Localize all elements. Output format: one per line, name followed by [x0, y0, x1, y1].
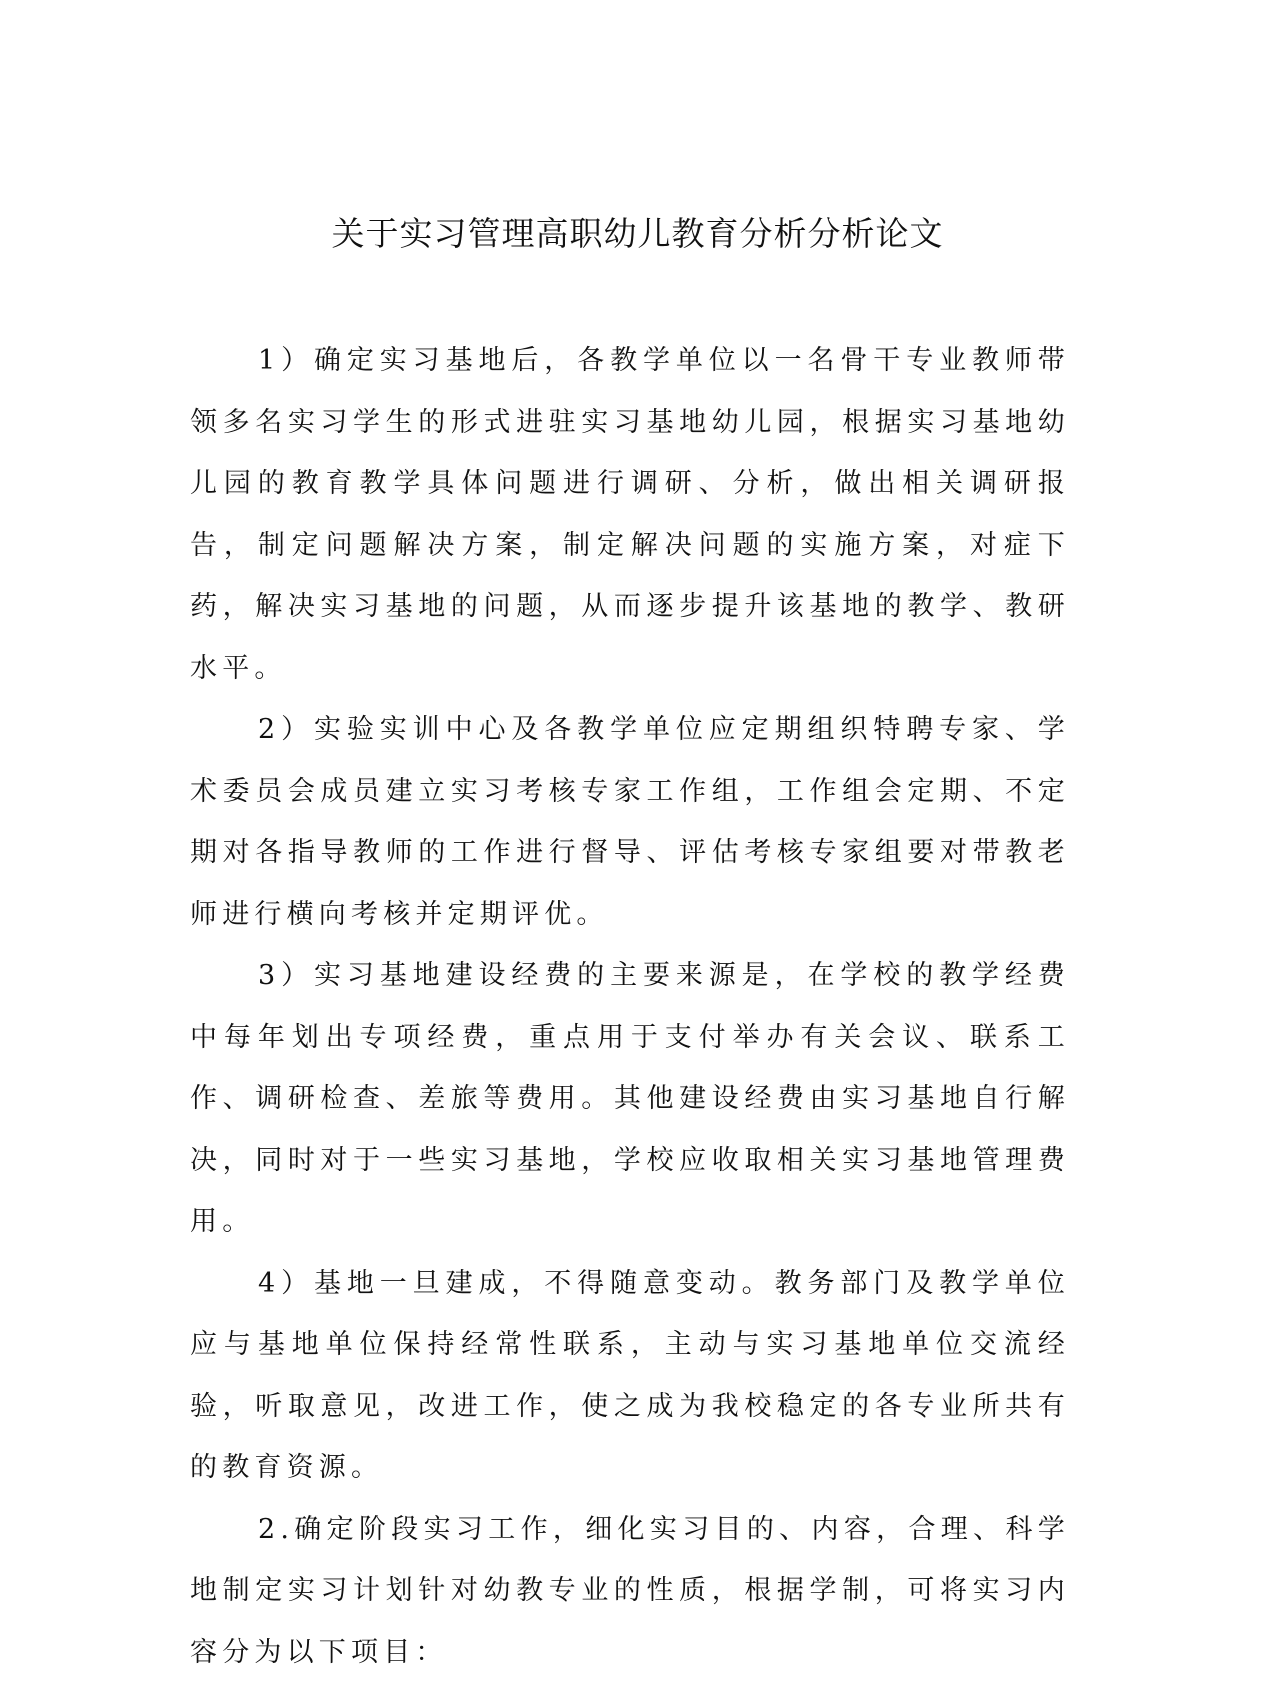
paragraph-1: 1）确定实习基地后，各教学单位以一名骨干专业教师带领多名实习学生的形式进驻实习基地幼儿园，根据实习基地幼儿园的教育教学具体问题进行调研、分析，做出相关调研报告，制定问题解决方案，制定解决问题的实施方案，对症下药，解决实习基地的问题，从而逐步提升该基地的教学、教研水平。 [190, 330, 1070, 699]
paragraph-5: 2.确定阶段实习工作，细化实习目的、内容，合理、科学地制定实习计划针对幼教专业的性质，根据学制，可将实习内容分为以下项目： [190, 1499, 1070, 1683]
document-body [190, 330, 1070, 1683]
paragraph-2: 2）实验实训中心及各教学单位应定期组织特聘专家、学术委员会成员建立实习考核专家工作组，工作组会定期、不定期对各指导教师的工作进行督导、评估考核专家组要对带教老师进行横向考核并定期评优。 [190, 699, 1070, 945]
paragraph-4: 4）基地一旦建成，不得随意变动。教务部门及教学单位应与基地单位保持经常性联系，主动与实习基地单位交流经验，听取意见，改进工作，使之成为我校稳定的各专业所共有的教育资源。 [190, 1253, 1070, 1499]
document-title: 关于实习管理高职幼儿教育分析分析论文 [0, 212, 1275, 256]
paragraph-3: 3）实习基地建设经费的主要来源是，在学校的教学经费中每年划出专项经费，重点用于支付举办有关会议、联系工作、调研检查、差旅等费用。其他建设经费由实习基地自行解决，同时对于一些实习基地，学校应收取相关实习基地管理费用。 [190, 945, 1070, 1253]
